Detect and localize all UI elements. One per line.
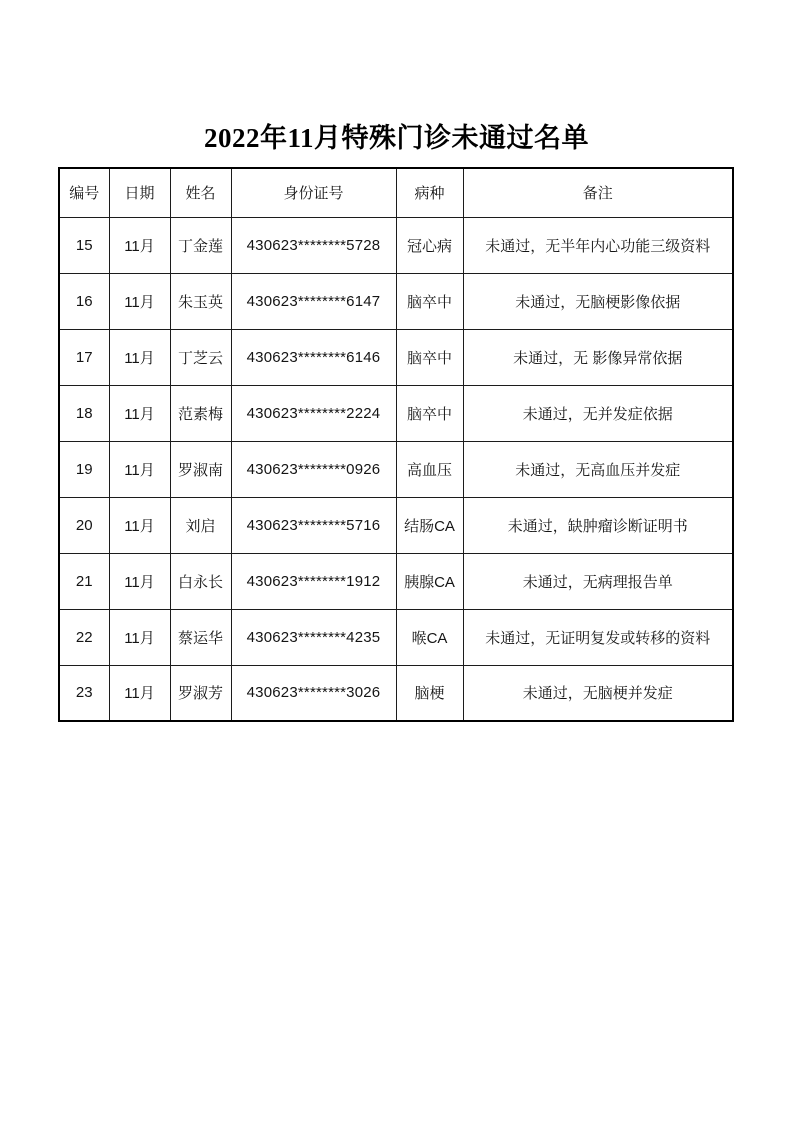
name-cell: 蔡运华 — [170, 609, 231, 665]
row-number-cell: 22 — [59, 609, 109, 665]
remark-cell: 未通过，无证明复发或转移的资料 — [463, 609, 733, 665]
table-row — [59, 329, 733, 385]
date-cell: 11月 — [109, 553, 170, 609]
date-cell: 11月 — [109, 441, 170, 497]
disease-cell: 脑卒中 — [396, 329, 463, 385]
name-cell: 罗淑芳 — [170, 665, 231, 721]
remark-cell: 未通过，无并发症依据 — [463, 385, 733, 441]
row-number-cell: 18 — [59, 385, 109, 441]
table-row — [59, 665, 733, 721]
header-id-number: 身份证号 — [231, 168, 396, 217]
id-number-cell: 430623********1912 — [231, 553, 396, 609]
name-cell: 丁金莲 — [170, 217, 231, 273]
roster-table — [58, 167, 734, 722]
remark-cell: 未通过，无脑梗影像依据 — [463, 273, 733, 329]
date-cell: 11月 — [109, 385, 170, 441]
row-number-cell: 16 — [59, 273, 109, 329]
row-number-cell: 17 — [59, 329, 109, 385]
row-number-cell: 20 — [59, 497, 109, 553]
table-row — [59, 609, 733, 665]
date-cell: 11月 — [109, 665, 170, 721]
disease-cell: 喉CA — [396, 609, 463, 665]
disease-cell: 脑卒中 — [396, 273, 463, 329]
name-cell: 白永长 — [170, 553, 231, 609]
table-row — [59, 553, 733, 609]
disease-cell: 高血压 — [396, 441, 463, 497]
disease-cell: 胰腺CA — [396, 553, 463, 609]
header-date: 日期 — [109, 168, 170, 217]
remark-cell: 未通过，无半年内心功能三级资料 — [463, 217, 733, 273]
row-number-cell: 21 — [59, 553, 109, 609]
id-number-cell: 430623********2224 — [231, 385, 396, 441]
header-name: 姓名 — [170, 168, 231, 217]
header-disease: 病种 — [396, 168, 463, 217]
table-row — [59, 441, 733, 497]
disease-cell: 脑梗 — [396, 665, 463, 721]
disease-cell: 脑卒中 — [396, 385, 463, 441]
remark-cell: 未通过，无 影像异常依据 — [463, 329, 733, 385]
id-number-cell: 430623********3026 — [231, 665, 396, 721]
date-cell: 11月 — [109, 329, 170, 385]
disease-cell: 结肠CA — [396, 497, 463, 553]
name-cell: 刘启 — [170, 497, 231, 553]
name-cell: 罗淑南 — [170, 441, 231, 497]
remark-cell: 未通过，无高血压并发症 — [463, 441, 733, 497]
name-cell: 朱玉英 — [170, 273, 231, 329]
remark-cell: 未通过，无病理报告单 — [463, 553, 733, 609]
row-number-cell: 19 — [59, 441, 109, 497]
name-cell: 范素梅 — [170, 385, 231, 441]
table-row — [59, 217, 733, 273]
header-number: 编号 — [59, 168, 109, 217]
table-header-row — [59, 168, 733, 217]
table-header-row — [59, 168, 733, 217]
table-row — [59, 273, 733, 329]
page-title: 2022年11月特殊门诊未通过名单 — [203, 123, 589, 153]
name-cell: 丁芝云 — [170, 329, 231, 385]
id-number-cell: 430623********6147 — [231, 273, 396, 329]
date-cell: 11月 — [109, 217, 170, 273]
row-number-cell: 23 — [59, 665, 109, 721]
table-row — [59, 385, 733, 441]
remark-cell: 未通过，无脑梗并发症 — [463, 665, 733, 721]
header-remark: 备注 — [463, 168, 733, 217]
table-row — [59, 497, 733, 553]
row-number-cell: 15 — [59, 217, 109, 273]
date-cell: 11月 — [109, 609, 170, 665]
remark-cell: 未通过，缺肿瘤诊断证明书 — [463, 497, 733, 553]
date-cell: 11月 — [109, 497, 170, 553]
id-number-cell: 430623********5716 — [231, 497, 396, 553]
id-number-cell: 430623********5728 — [231, 217, 396, 273]
id-number-cell: 430623********4235 — [231, 609, 396, 665]
disease-cell: 冠心病 — [396, 217, 463, 273]
id-number-cell: 430623********0926 — [231, 441, 396, 497]
id-number-cell: 430623********6146 — [231, 329, 396, 385]
date-cell: 11月 — [109, 273, 170, 329]
